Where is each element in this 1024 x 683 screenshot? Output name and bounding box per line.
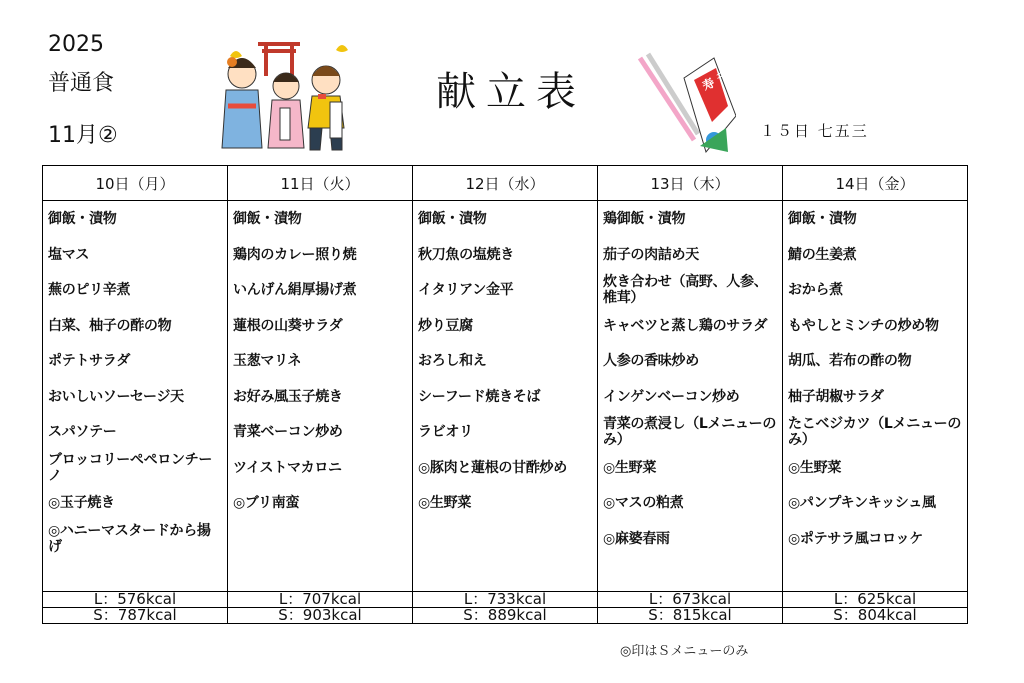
day-dishes-tue <box>228 201 413 592</box>
dish-item: ◎マスの粕煮 <box>603 495 684 511</box>
day-header: 11日（火） <box>228 166 413 201</box>
shichigosan-children-illustration <box>218 36 358 154</box>
dish-item: ◎パンプキンキッシュ風 <box>788 495 936 511</box>
day-header: 13日（木） <box>598 166 783 201</box>
dish-item: 炊き合わせ（高野、人参、椎茸） <box>603 274 768 306</box>
dish-item: 胡瓜、若布の酢の物 <box>788 353 912 369</box>
dish-item: 御飯・漬物 <box>233 211 302 227</box>
dish-item: 蓮根の山葵サラダ <box>233 317 343 334</box>
dish-item: 人参の香味炒め <box>603 353 699 369</box>
dish-item: たこベジカツ（Lメニューのみ） <box>788 416 962 448</box>
kcal-l: L：733kcal <box>413 592 598 608</box>
kcal-s: S：787kcal <box>43 608 228 624</box>
day-header: 12日（水） <box>413 166 598 201</box>
dish-item: ポテトサラダ <box>48 353 131 369</box>
page-title: 献立表 <box>436 69 586 115</box>
kcal-s: S：815kcal <box>598 608 783 624</box>
dish-item: 玉葱マリネ <box>233 353 302 369</box>
footnote: ◎印はＳメニューのみ <box>620 644 749 659</box>
week-label: 11月② <box>48 123 118 148</box>
kcal-l: L：625kcal <box>783 592 968 608</box>
dish-item: ◎ポテサラ風コロッケ <box>788 530 923 547</box>
dish-item: ◎ブリ南蛮 <box>233 495 300 511</box>
kcal-l: L：576kcal <box>43 592 228 608</box>
weekly-menu-table <box>42 165 968 624</box>
dish-item: 塩マス <box>48 246 90 263</box>
kcal-s-row <box>43 608 968 624</box>
dish-item: おいしいソーセージ天 <box>48 388 184 405</box>
dish-item: 柚子胡椒サラダ <box>788 388 884 405</box>
dish-item: 御飯・漬物 <box>788 211 857 227</box>
dish-item: ◎生野菜 <box>603 459 657 476</box>
meal-type-label: 普通食 <box>48 71 115 96</box>
dish-item: ラビオリ <box>418 424 473 440</box>
day-dishes-fri <box>783 201 968 592</box>
dish-item: 御飯・漬物 <box>48 211 117 227</box>
dish-item: 鯖の生姜煮 <box>788 246 857 263</box>
dish-item: おろし和え <box>418 353 487 369</box>
dish-item: おから煮 <box>788 282 843 298</box>
kcal-l: L：707kcal <box>228 592 413 608</box>
kcal-l: L：673kcal <box>598 592 783 608</box>
dish-item: 蕪のピリ辛煮 <box>48 282 131 298</box>
chitose-ame-illustration <box>636 48 736 166</box>
dish-item: 秋刀魚の塩焼き <box>418 246 514 263</box>
year-label: 2025 <box>48 32 104 57</box>
day-dishes-thu <box>598 201 783 592</box>
dish-item: ◎生野菜 <box>788 459 842 476</box>
dish-item: ◎豚肉と蓮根の甘酢炒め <box>418 459 567 476</box>
day-dishes-mon <box>43 201 228 592</box>
dish-item: いんげん絹厚揚げ煮 <box>233 282 357 298</box>
dish-item: もやしとミンチの炒め物 <box>788 317 939 334</box>
dish-item: ◎玉子焼き <box>48 495 115 511</box>
dish-item: スパソテー <box>48 424 117 440</box>
dish-item: ◎麻婆春雨 <box>603 530 670 547</box>
kcal-s: S：889kcal <box>413 608 598 624</box>
dish-item: 御飯・漬物 <box>418 211 487 227</box>
kcal-s: S：903kcal <box>228 608 413 624</box>
day-header: 14日（金） <box>783 166 968 201</box>
dish-item: キャベツと蒸し鶏のサラダ <box>603 317 768 334</box>
day-header-row <box>43 166 968 201</box>
dish-item: ◎ハニーマスタードから揚げ <box>48 522 211 555</box>
dish-item: 青菜ベーコン炒め <box>233 424 343 440</box>
dish-item: シーフード焼きそば <box>418 388 541 405</box>
dish-item: 白菜、柚子の酢の物 <box>48 317 172 334</box>
dish-item: 鶏御飯・漬物 <box>603 211 686 227</box>
dishes-row <box>43 201 968 592</box>
kcal-s: S：804kcal <box>783 608 968 624</box>
dish-item: 炒り豆腐 <box>418 317 473 334</box>
dish-item: ブロッコリーペペロンチーノ <box>48 451 213 484</box>
dish-item: 鶏肉のカレー照り焼 <box>233 246 357 263</box>
dish-item: インゲンベーコン炒め <box>603 388 740 405</box>
dish-item: イタリアン金平 <box>418 282 514 298</box>
chitose-ame-label: 寿 千歳飴 <box>700 56 753 94</box>
dish-item: ツイストマカロニ <box>233 459 342 476</box>
dish-item: 青菜の煮浸し（Lメニューのみ） <box>603 416 777 448</box>
event-label: １５日 七五三 <box>760 122 869 140</box>
dish-item: 茄子の肉詰め天 <box>603 246 699 263</box>
day-dishes-wed <box>413 201 598 592</box>
dish-item: ◎生野菜 <box>418 495 472 511</box>
dish-item: お好み風玉子焼き <box>233 388 343 405</box>
day-header: 10日（月） <box>43 166 228 201</box>
